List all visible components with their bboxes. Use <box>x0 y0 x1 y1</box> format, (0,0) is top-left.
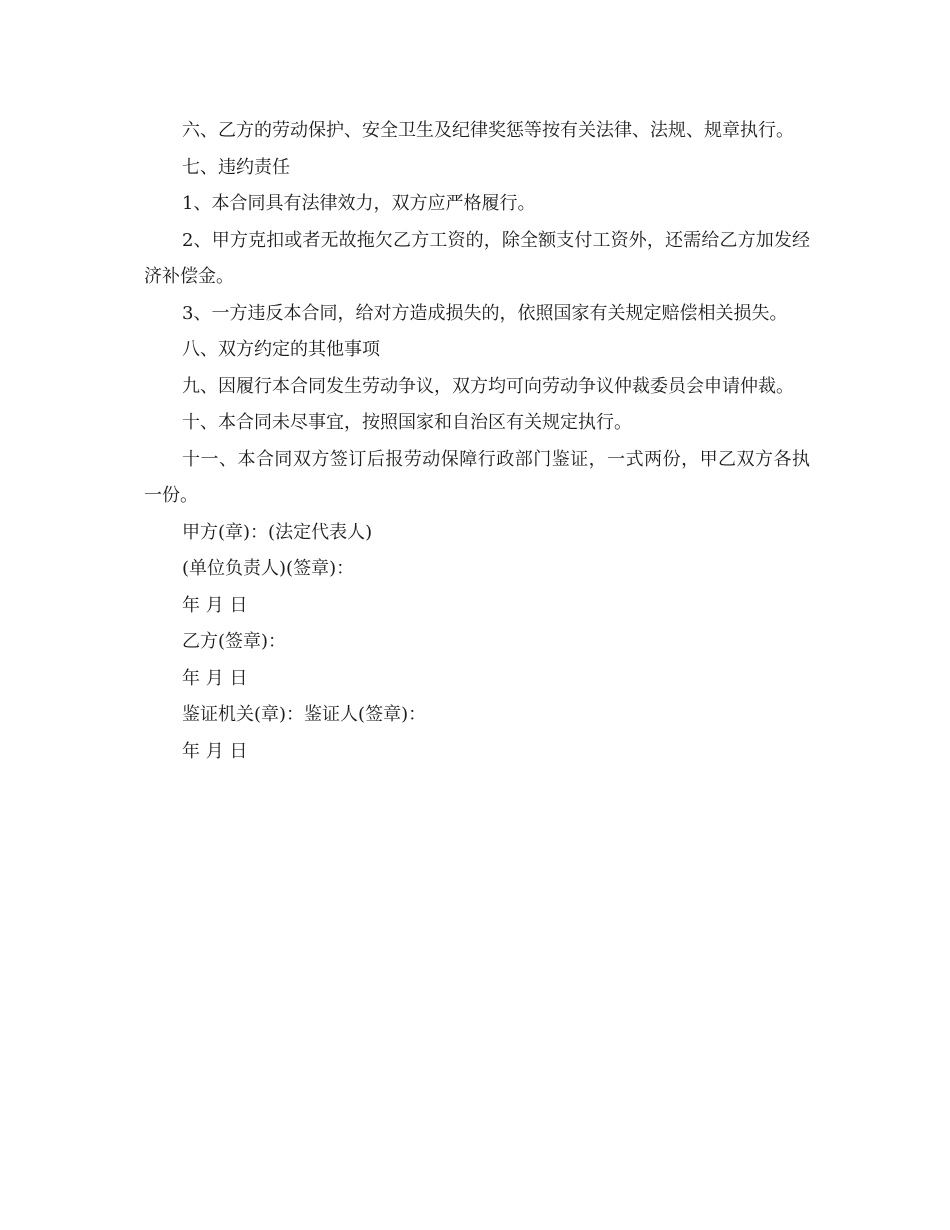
party-a-responsible-signature-line: (单位负责人)(签章)： <box>182 558 355 579</box>
clause-seven-item-2: 2、甲方克扣或者无故拖欠乙方工资的，除全额支付工资外，还需给乙方加发经济补偿金。 <box>144 229 810 287</box>
party-a-date-line: 年 月 日 <box>182 594 248 616</box>
clause-eleven-copies: 十一、本合同双方签订后报劳动保障行政部门鉴证，一式两份，甲乙双方各执一份。 <box>144 448 810 506</box>
authentication-date-line: 年 月 日 <box>182 740 248 762</box>
clause-nine-disputes: 九、因履行本合同发生劳动争议，双方均可向劳动争议仲裁委员会申请仲裁。 <box>182 375 794 397</box>
party-b-date-line: 年 月 日 <box>182 667 248 689</box>
party-a-seal-line: 甲方(章)：(法定代表人) <box>182 521 373 543</box>
clause-eight-other-matters: 八、双方约定的其他事项 <box>182 339 380 360</box>
clause-ten-unresolved: 十、本合同未尽事宜，按照国家和自治区有关规定执行。 <box>182 412 632 433</box>
clause-six-labor-protection: 六、乙方的劳动保护、安全卫生及纪律奖惩等按有关法律、法规、规章执行。 <box>182 120 794 141</box>
document-body <box>144 113 810 770</box>
clause-seven-item-3: 3、一方违反本合同，给对方造成损失的，依照国家有关规定赔偿相关损失。 <box>182 302 788 324</box>
party-b-signature-line: 乙方(签章)： <box>182 631 287 652</box>
authentication-signature-line: 鉴证机关(章)：鉴证人(签章)： <box>182 704 427 725</box>
clause-seven-heading: 七、违约责任 <box>182 156 290 178</box>
clause-seven-item-1: 1、本合同具有法律效力，双方应严格履行。 <box>182 193 536 214</box>
